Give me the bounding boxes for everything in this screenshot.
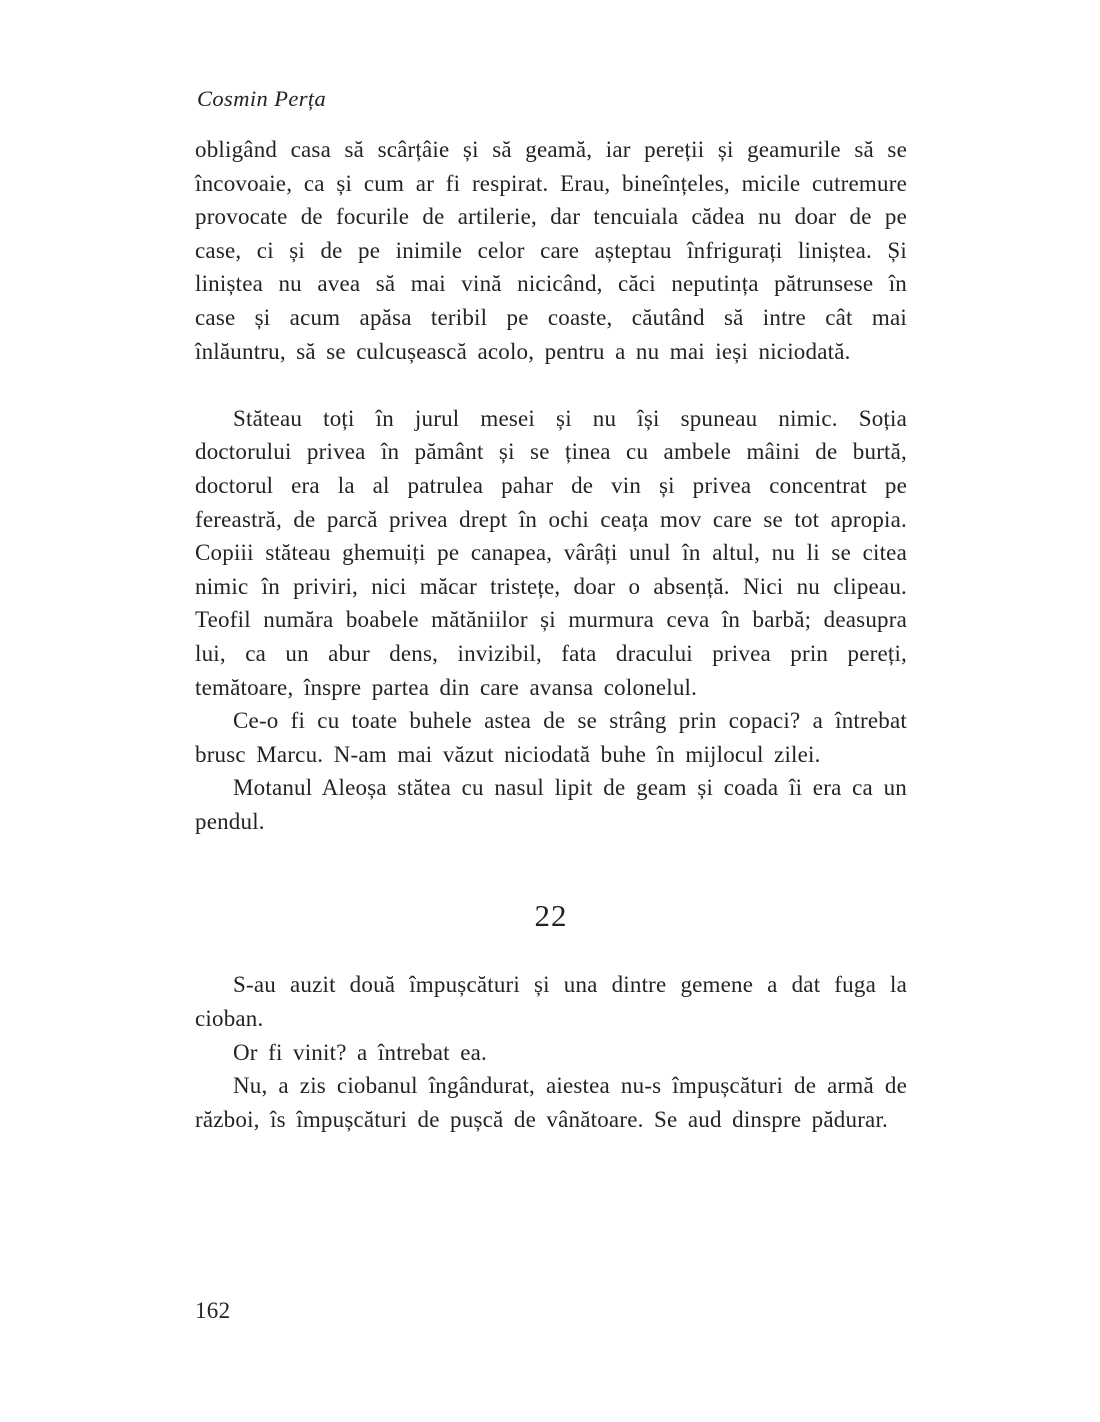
body-text — [195, 133, 907, 1136]
paragraph: Ce-o fi cu toate buhele astea de se strâng prin copaci? a întrebat brusc Marcu. N-am mai văzut niciodată buhe în mijlocul zilei. — [195, 708, 907, 767]
paragraph: Motanul Aleoșa stătea cu nasul lipit de geam și coada îi era ca un pendul. — [195, 775, 907, 834]
paragraph: obligând casa să scârțâie și să geamă, iar pereții și geamurile să se încovoaie, ca și cum ar fi respirat. Erau, bineînțeles, micile cutremure provocate de focurile de artilerie, dar tencuiala cădea nu doar de pe case, ci și de pe inimile celor care așteptau înfrigurați liniștea. Și liniștea nu avea să mai vină nicicând, căci neputința pătrunsese în case și acum apăsa teribil pe coaste, căutând să intre cât mai înlăuntru, să se culcușească acolo, pentru a nu mai ieși niciodată. — [195, 137, 907, 364]
paragraph: Or fi vinit? a întrebat ea. — [233, 1039, 487, 1065]
paragraph: Stăteau toți în jurul mesei și nu își spuneau nimic. Soția doctorului privea în pământ și se ținea cu ambele mâini de burtă, doctorul era la al patrulea pahar de vin și privea concentrat pe fereastră, de parcă privea drept în ochi ceața mov care se tot apropia. Copiii stăteau ghemuiți pe canapea, vârâți unul în altul, nu li se citea nimic în priviri, nici măcar tristețe, doar o absență. Nici nu clipeau. Teofil număra boabele mătăniilor și murmura ceva în barbă; deasupra lui, ca un abur dens, invizibil, fata dracului privea prin pereți, temătoare, înspre partea din care avansa colonelul. — [195, 405, 907, 700]
running-header-author: Cosmin Perța — [197, 86, 327, 111]
page-number: 162 — [195, 1298, 231, 1323]
chapter-number: 22 — [534, 898, 568, 934]
paragraph: S-au auzit două împușcături și una dintre gemene a dat fuga la cioban. — [195, 972, 907, 1032]
paragraph: Nu, a zis ciobanul îngândurat, aiestea nu-s împușcături de armă de război, îs împușcături de pușcă de vânătoare. Se aud dinspre pădurar. — [195, 1073, 907, 1132]
